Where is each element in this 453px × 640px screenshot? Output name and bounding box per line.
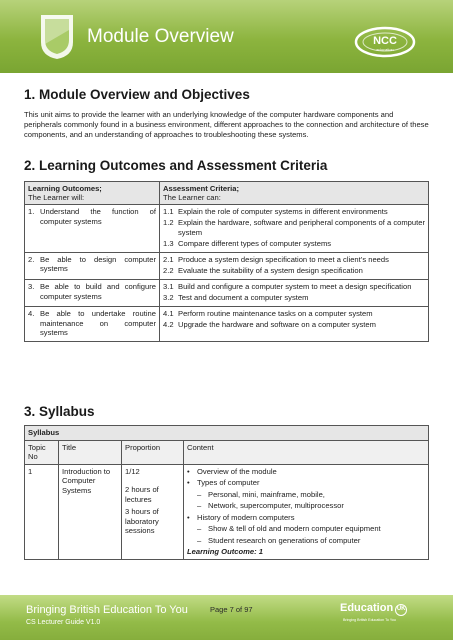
outcomes-col-sub: The Learner will: <box>28 193 85 202</box>
content-subitem: Student research on generations of computer <box>208 535 361 545</box>
criterion-number: 3.1 <box>163 282 174 292</box>
overview-paragraph: This unit aims to provide the learner with an underlying knowledge of the computer hardware components and peripherals commonly found in a business environment, different approaches to the connection and architecture of these components, and an understanding of approaches to troubleshooting these systems. <box>24 110 429 139</box>
dash-icon: – <box>197 535 202 545</box>
syllabus-caption: Syllabus <box>25 426 429 441</box>
col-topic-no: Topic No <box>25 440 59 464</box>
lab-hours: 3 hours of laboratory sessions <box>125 507 159 535</box>
outcome-text: Understand the function of computer systems <box>40 207 156 226</box>
page-title: Module Overview <box>87 26 234 47</box>
criterion-text: Evaluate the suitability of a system design specification <box>178 265 363 275</box>
criteria-col-sub: The Learner can: <box>163 193 221 202</box>
content-bullet: Types of computer <box>197 478 260 487</box>
col-title: Title <box>59 440 122 464</box>
outcome-number: 4. <box>28 309 35 319</box>
outcomes-header-row <box>25 182 429 205</box>
col-proportion: Proportion <box>122 440 184 464</box>
criteria-col-header <box>160 182 429 205</box>
logo-subtext: education <box>376 47 394 52</box>
outcomes-col-title: Learning Outcomes; <box>28 184 102 193</box>
page-header <box>0 0 453 73</box>
content-bullet: Overview of the module <box>197 466 277 476</box>
outcome-number: 1. <box>28 207 35 216</box>
outcome-number: 3. <box>28 282 35 292</box>
shield-icon <box>40 14 74 60</box>
outcome-row <box>25 205 429 253</box>
outcome-row <box>25 252 429 279</box>
criterion-text: Explain the hardware, software and peripheral components of a computer system <box>178 218 425 237</box>
outcome-number: 2. <box>28 254 35 264</box>
topic-title: Introduction to Computer Systems <box>59 464 122 559</box>
outcome-cell <box>25 205 160 253</box>
syllabus-row <box>25 464 429 559</box>
criterion-text: Perform routine maintenance tasks on a computer system <box>178 309 373 319</box>
syllabus-header-row <box>25 440 429 464</box>
criterion-number: 4.1 <box>163 309 174 319</box>
footer-guide-version: CS Lecturer Guide V1.0 <box>26 619 101 626</box>
bullet-icon: • <box>187 466 190 476</box>
section-heading-outcomes: 2. Learning Outcomes and Assessment Criteria <box>24 158 328 173</box>
dash-icon: – <box>197 489 202 499</box>
bullet-icon: • <box>187 478 190 487</box>
footer-tagline: Bringing British Education To You <box>26 604 188 616</box>
col-content: Content <box>184 440 429 464</box>
criterion-text: Produce a system design specification to meet a client’s needs <box>178 254 389 264</box>
criterion-number: 2.1 <box>163 254 174 264</box>
criterion-number: 3.2 <box>163 293 174 303</box>
content-subitem: Show & tell of old and modern computer equipment <box>208 524 381 533</box>
footer-brand-text: Education <box>340 602 394 614</box>
criteria-cell <box>160 280 429 307</box>
outcome-text: Be able to undertake routine maintenance on computer systems <box>40 309 156 338</box>
section-heading-syllabus: 3. Syllabus <box>24 404 95 419</box>
ncc-swoosh-logo <box>354 25 416 59</box>
dash-icon: – <box>197 524 202 533</box>
criterion-number: 1.3 <box>163 238 174 248</box>
criteria-cell <box>160 307 429 342</box>
criterion-number: 1.1 <box>163 207 174 216</box>
outcome-cell <box>25 307 160 342</box>
topic-number: 1 <box>25 464 59 559</box>
topic-content <box>184 464 429 559</box>
page-number: Page 7 of 97 <box>210 605 253 614</box>
criterion-text: Build and configure a computer system to meet a design specification <box>178 282 412 292</box>
criteria-cell <box>160 205 429 253</box>
logo-text: NCC <box>373 35 397 47</box>
criterion-number: 4.2 <box>163 320 174 330</box>
criterion-text: Upgrade the hardware and software on a computer system <box>178 320 376 330</box>
content-subitem: Network, supercomputer, multiprocessor <box>208 501 344 510</box>
lecture-hours: 2 hours of lectures <box>125 485 159 504</box>
content-bullet: History of modern computers <box>197 512 295 522</box>
section-heading-overview: 1. Module Overview and Objectives <box>24 87 250 102</box>
footer-brand-subtext: Bringing British Education To You <box>343 618 396 622</box>
syllabus-caption-row <box>25 426 429 441</box>
outcome-row <box>25 280 429 307</box>
proportion-fraction: 1/12 <box>125 466 140 476</box>
outcome-cell <box>25 280 160 307</box>
bullet-icon: • <box>187 512 190 522</box>
criterion-text: Explain the role of computer systems in different environments <box>178 207 388 216</box>
outcome-text: Be able to design computer systems <box>40 254 156 274</box>
syllabus-table <box>24 425 429 560</box>
criteria-col-title: Assessment Criteria; <box>163 184 239 193</box>
outcome-cell <box>25 252 160 279</box>
content-subitem: Personal, mini, mainframe, mobile, <box>208 489 325 499</box>
uk-badge-icon: UK <box>395 604 407 616</box>
footer-brand-logo <box>340 602 407 616</box>
criterion-number: 2.2 <box>163 265 174 275</box>
criteria-cell <box>160 252 429 279</box>
outcomes-table <box>24 181 429 342</box>
criterion-text: Compare different types of computer systems <box>178 238 332 248</box>
outcomes-col-header <box>25 182 160 205</box>
outcome-row <box>25 307 429 342</box>
outcome-text: Be able to build and configure computer systems <box>40 282 156 301</box>
dash-icon: – <box>197 501 202 510</box>
learning-outcome-ref: Learning Outcome: 1 <box>187 547 263 556</box>
criterion-number: 1.2 <box>163 218 174 228</box>
topic-proportion <box>122 464 184 559</box>
criterion-text: Test and document a computer system <box>178 293 309 303</box>
